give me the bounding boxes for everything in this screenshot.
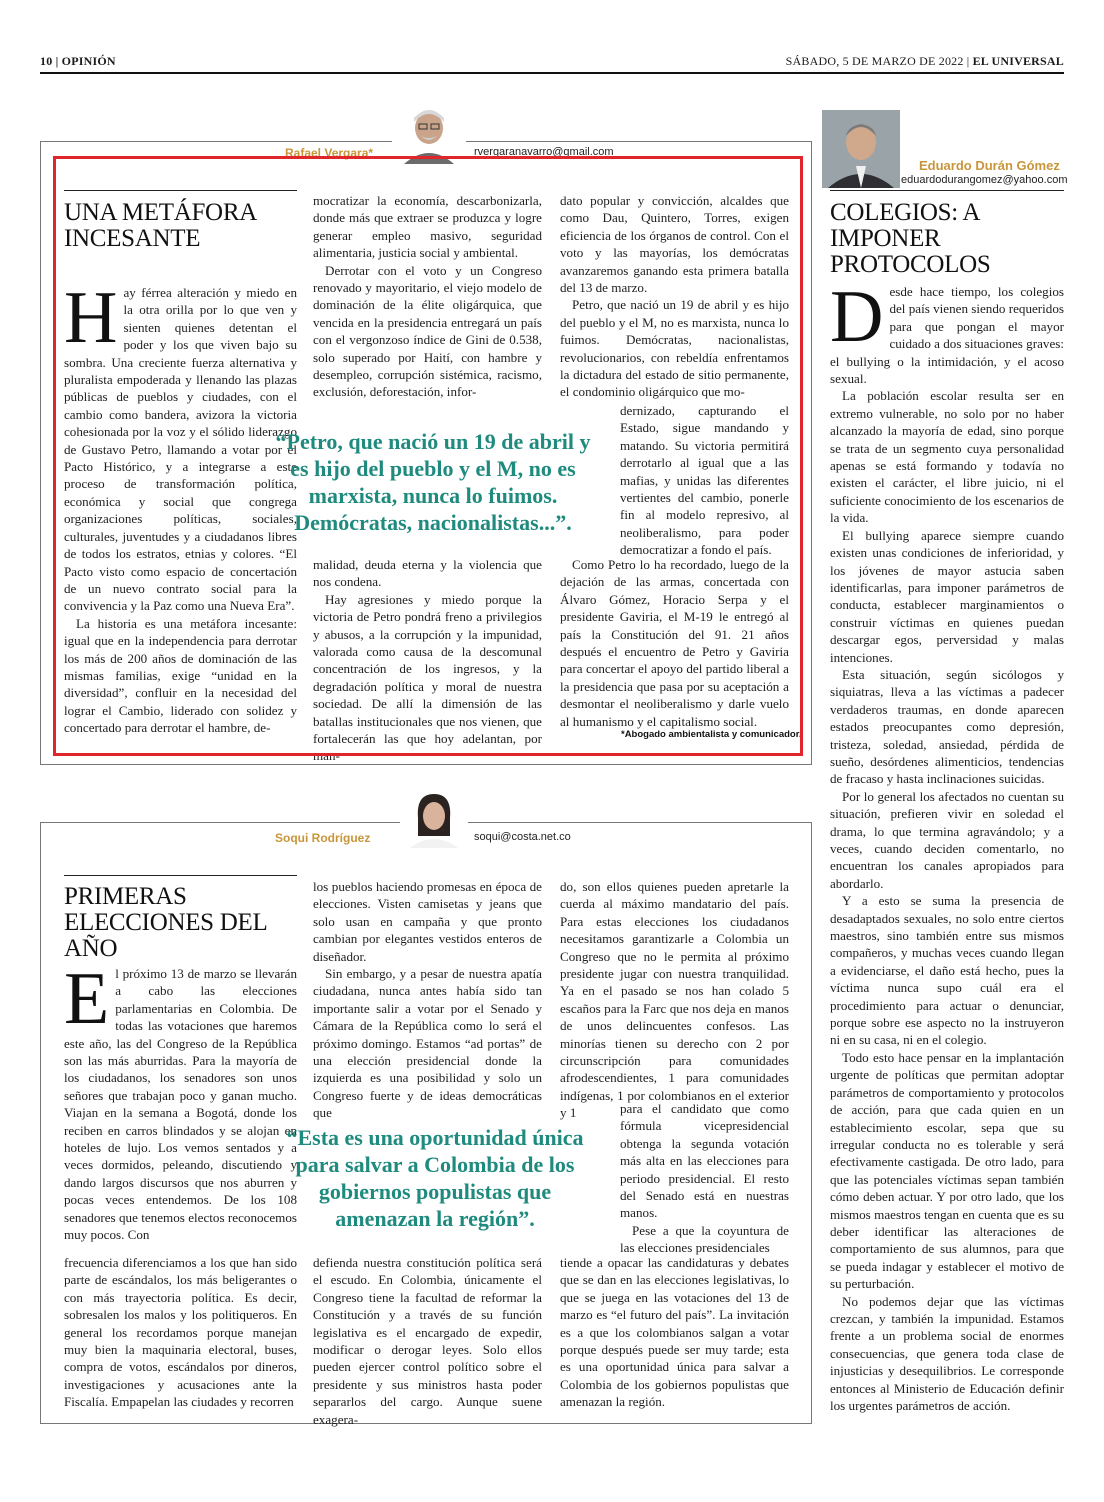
author-email-eduardo[interactable]: eduardodurangomez@yahoo.com <box>901 174 1068 186</box>
paragraph: Por lo general los afectados no cuentan su situación, prefieren vivir en soledad el drama, lo que termina agravándolo; y a veces, cuando deciden comentarlo, no encuentran los canales apropiados para abordarlo. <box>830 788 1064 891</box>
paragraph: dernizado, capturando el Estado, sigue mandando y matando. Su victoria permitirá derrotarlo al igual que a las mafias, y unidas las diferentes vertientes del cambio, ponerle fin al modelo represivo, al neoliberalismo, para poder democratizar a fondo el país. <box>620 403 789 558</box>
author-photo-eduardo <box>822 110 900 188</box>
paragraph: Derrotar con el voto y un Congreso renovado y mayoritario, el viejo modelo de dominación de la élite oligárquica, que vencida en la presidencia entregará un país con el vergonzoso índice de Gini de 0.538, solo superado por Haití, con hambre y desempleo, corrupción sistémica, racismo, exclusión, deforestación, infor- <box>313 262 542 400</box>
author-email-soqui[interactable]: soqui@costa.net.co <box>474 831 571 843</box>
header-rule <box>40 72 1064 74</box>
paragraph: Y a esto se suma la presencia de desadaptados sexuales, no solo entre ciertos maestros, sino también entre sus mismos compañeros, y muchas veces cuando llegan a evidenciarse, el daño está hecho, pues la víctima nunca supo cuál era el procedimiento para actuar o denunciar, porque sobre ese aspecto no la instruyeron ni en su casa, ni en el colegio. <box>830 893 1064 1048</box>
paragraph: defienda nuestra constitución política será el escudo. En Colombia, únicamente el Congreso tiene la facultad de reformar la Constitución y a través de su función legislativa es el encargado de expedir, modificar o derogar leyes. Solo ellos pueden ejercer control político sobre el presidente y sus ministros hasta poder separarlos del cargo. Aunque suene exagera- <box>313 1255 542 1427</box>
dropcap-letter: D <box>830 276 884 358</box>
title-rule <box>64 875 297 876</box>
paragraph: mocratizar la economía, descarbonizarla, donde más que extraer se produzca y logre generar empleo masivo, seguridad alimentaria, justicia social y ambiental. <box>313 193 542 261</box>
paragraph: Como Petro lo ha recordado, luego de la dejación de las armas, concertada con Álvaro Gómez, Horacio Serpa y el presidente Gaviria, el M-19 le entregó al país la Constitución del 91. 21 años después el encuentro de Petro y Gaviria para concertar el apoyo del partido liberal a la presidencia que pasa por su aceptación a desmontar el neoliberalismo y darle vuelo al humanismo y el capitalismo social. <box>560 557 789 729</box>
article-1-title: UNA METÁFORA INCESANTE <box>64 199 256 252</box>
pull-quote: “Petro, que nació un 19 de abril y es hijo del pueblo y el M, no es marxista, nunca lo fuimos. Demócratas, nacionalistas...”. <box>275 429 591 535</box>
article-2-title: PRIMERAS ELECCIONES DEL AÑO <box>64 883 267 962</box>
paragraph: do, son ellos quienes pueden apretarle la cuerda al máximo mandatario del país. Para estas elecciones los ciudadanos necesitamos garantizarle a Colombia un Congreso que no le permita al próximo presidente jugar con nuestra tranquilidad. Ya en el pasado se nos han colado 5 escaños para la Farc que nos deja en manos de unos delincuentes confesos. Las minorías tienen su derecho con 2 por circunscripción para comunidades afrodescendientes, 1 para comunidades indígenas, 1 por colombianos en el exterior y 1 <box>560 879 789 1121</box>
author-credit: *Abogado ambientalista y comunicador. <box>621 729 802 740</box>
page-header-right: SÁBADO, 5 DE MARZO DE 2022 | EL UNIVERSAL <box>785 54 1064 68</box>
paragraph: Todo esto hace pensar en la implantación urgente de políticas que permitan adoptar parámetros de comportamiento y protocolos de acción, para que cada quien en un establecimiento escolar, sepa que su irregular conducta no es tolerable y será efectivamente castigada. De otro lado, para que las potenciales víctimas sepan también cómo deben actuar. Y por otro lado, que los mismos maestros tengan en cuenta que es su deber identificar las alteraciones de comportamiento de sus alumnos, para que se pueda indagar y establecer el motivo de su perturbación. <box>830 1049 1064 1292</box>
paragraph: tiende a opacar las candidaturas y debates que se dan en las elecciones legislativas, lo que se juega en las votaciones del 13 de marzo es “el futuro del país”. La invitación es a que los colombianos salgan a votar porque después puede ser muy tarde; esta es una oportunidad única para salvar a Colombia de los gobiernos populistas que amenazan la región. <box>560 1255 789 1410</box>
article-2-column-3-bottom <box>560 1254 789 1414</box>
paragraph: ay férrea alteración y miedo en la otra orilla por lo que ven y sienten quienes detentan el poder y los que viven bajo su sombra. Una creciente fuerza alternativa y pluralista empoderada y llenando las plazas públicas de pueblos y ciudades, con el cambio como bandera, avizora la victoria cohesionada por la voz y el sólido liderazgo de Gustavo Petro, llamando a votar por el Pacto Histórico, y a integrarse a este proceso de transformación política, económica y social que congrega organizaciones políticas, sociales, culturales, juventudes y a ciudadanos libres de todos los estratos, etnias y colores. “El Pacto visto como espacio de concertación de un nuevo contrato social para la convivencia y la Paz como una Nueva Era”. <box>64 285 297 614</box>
paragraph: Esta situación, según sicólogos y siquiatras, lleva a las víctimas a padecer verdaderos traumas, en donde aparecen estados preocupantes como depresión, tristeza, soledad, ansiedad, pérdida de sueño, desórdenes alimenticios, tendencias de fracaso y hasta inclinaciones suicidas. <box>830 666 1064 787</box>
author-photo-rafael <box>392 104 466 164</box>
author-portrait-icon <box>822 110 900 188</box>
author-portrait-icon <box>400 790 468 848</box>
article-2-column-3-top <box>560 878 789 1121</box>
author-name-eduardo: Eduardo Durán Gómez <box>919 158 1060 173</box>
paragraph: Sin embargo, y a pesar de nuestra apatía ciudadana, nunca antes había sido tan importante salir a votar por el Senado y Cámara de la República como lo será el próximo domingo. Estamos “ad portas” de una elección presidencial donde la izquierda es una posibilidad y solo un Congreso fuerte y de ideas democráticas que <box>313 966 542 1121</box>
section-name: OPINIÓN <box>61 54 116 68</box>
author-name-soqui: Soqui Rodríguez <box>275 831 371 845</box>
paragraph: No podemos dejar que las víctimas crezcan, y también la impunidad. Estamos frente a un problema social de enormes consecuencias, que genera toda clase de injusticias y desequilibrios. Le corresponde entonces al Ministerio de Educación definir los urgentes parámetros de acción. <box>830 1293 1064 1413</box>
article-2-column-1-bottom <box>64 1254 297 1414</box>
paragraph: Petro, que nació un 19 de abril y es hijo del pueblo y el M, no es marxista, nunca lo fuimos. Demócratas, nacionalistas, revolucionarios, con rebeldía enfrentamos la dictadura del estado de sitio permanente, el condominio oligárquico que mo- <box>560 297 789 400</box>
newspaper-name: EL UNIVERSAL <box>972 54 1064 68</box>
paragraph: los pueblos haciendo promesas en época de elecciones. Visten camisetas y jeans que solo usan en campaña y que pronto cambian por elegantes vestidos enteros de diseñador. <box>313 879 542 964</box>
page-header-left: 10 | OPINIÓN <box>40 54 116 68</box>
paragraph: frecuencia diferenciamos a los que han sido parte de escándalos, los más beligerantes o con más trayectoria política. Es decir, sobresalen los malos y los politiqueros. En general los recordamos porque manejan muy bien la maquinaria electoral, buses, compra de votos, escándalos por dineros, investigaciones y acusaciones ante la Fiscalía. Empapelan las ciudades y recorren <box>64 1255 297 1410</box>
article-2-column-1-mid <box>64 1090 269 1256</box>
author-photo-soqui <box>400 790 468 848</box>
page-number: 10 <box>40 54 53 68</box>
paragraph: La historia es una metáfora incesante: igual que en la independencia para derrotar los más de 200 años de dominación de las mismas familias, exige “unidad en la diversidad”, confluir en la necesidad del lograr el Cambio, liderado con solidez y concertado para derrotar el hambre, de- <box>64 615 297 736</box>
author-name-rafael: Rafael Vergara* <box>285 146 374 160</box>
dropcap-letter: H <box>64 277 118 359</box>
author-portrait-icon <box>392 104 466 164</box>
author-email-rafael[interactable]: rvergaranavarro@gmail.com <box>474 146 614 158</box>
paragraph: Hay agresiones y miedo porque la victoria de Petro pondrá freno a privilegios y abusos, a la corrupción y la impunidad, valorada como causa de la descomunal concentración de los ingresos, y la degradación política y moral de nuestra sociedad. De allí la dimensión de las batallas institucionales que nos vienen, que fortalecerán las que hoy adelantan, por man- <box>313 591 542 764</box>
paragraph: para el candidato que como fórmula vicepresidencial obtenga la segunda votación más alta en las elecciones para periodo presidencial. El resto del Senado está en nuestras manos. <box>620 1101 789 1221</box>
issue-date: SÁBADO, 5 DE MARZO DE 2022 <box>785 54 964 68</box>
article-3-title: COLEGIOS: A IMPONER PROTOCOLOS <box>830 199 991 278</box>
paragraph: Pese a que la coyuntura de las elecciones presidenciales <box>620 1222 789 1256</box>
paragraph: l próximo 13 de marzo se llevarán a cabo las elecciones parlamentarias en Colombia. De todas las votaciones que haremos este año, las del Congreso de la República son las más aburridas. Para la mayoría de los ciudadanos, los senadores son unos señores que trabajan poco y ganan mucho. Viajan en la semana a Bogotá, donde los reciben en carros blindados y se alojan en hoteles de lujo. Los vemos sentados y a veces dormidos, peleando, discutiendo y dando largos discursos que nos aburren y pocas veces entendemos. De los 108 senadores que tenemos electos reconocemos muy pocos. Con <box>64 966 297 1243</box>
pull-quote: “Esta es una oportunidad única para salvar a Colombia de los gobiernos populistas que amenazan la región”. <box>286 1125 584 1231</box>
paragraph: La población escolar resulta ser en extremo vulnerable, no solo por no haber alcanzado la mayoría de edad, sino porque se trata de un segmento cuya personalidad apenas se está formando y todavía no existen el carácter, el libre juicio, ni el suficiente conocimiento de los escenarios de la vida. <box>830 388 1064 526</box>
article-2-column-2-top <box>313 878 542 1121</box>
paragraph: dato popular y convicción, alcaldes que como Dau, Quintero, Torres, exigen eficiencia de los órganos de control. Con el voto y las mayorías, los demócratas avanzaremos ganando esta primera batalla del 13 de marzo. <box>560 193 789 296</box>
dropcap-letter: E <box>64 958 110 1040</box>
title-rule <box>830 190 1064 191</box>
article-2-column-2-bottom <box>313 1254 542 1427</box>
paragraph: esde hace tiempo, los colegios del país vienen siendo requeridos para que pongan el mayor cuidado a dos situaciones graves: el bullying o la intimidación, y el acoso sexual. <box>830 284 1064 387</box>
article-2-column-3-mid <box>620 1100 789 1256</box>
paragraph: malidad, deuda eterna y la violencia que nos condena. <box>313 557 542 590</box>
article-2-column-1-top <box>64 958 297 1243</box>
article-3-body <box>830 276 1064 1413</box>
paragraph: El bullying aparece siempre cuando existen unas condiciones de inferioridad, y los jóvenes de mayor astucia saben identificarlas, para imponer parámetros de conducta, establecer marginamientos o construir víctimas en quienes puedan descargar egos, perversidad y malas intenciones. <box>830 527 1064 665</box>
highlight-box <box>53 156 803 756</box>
